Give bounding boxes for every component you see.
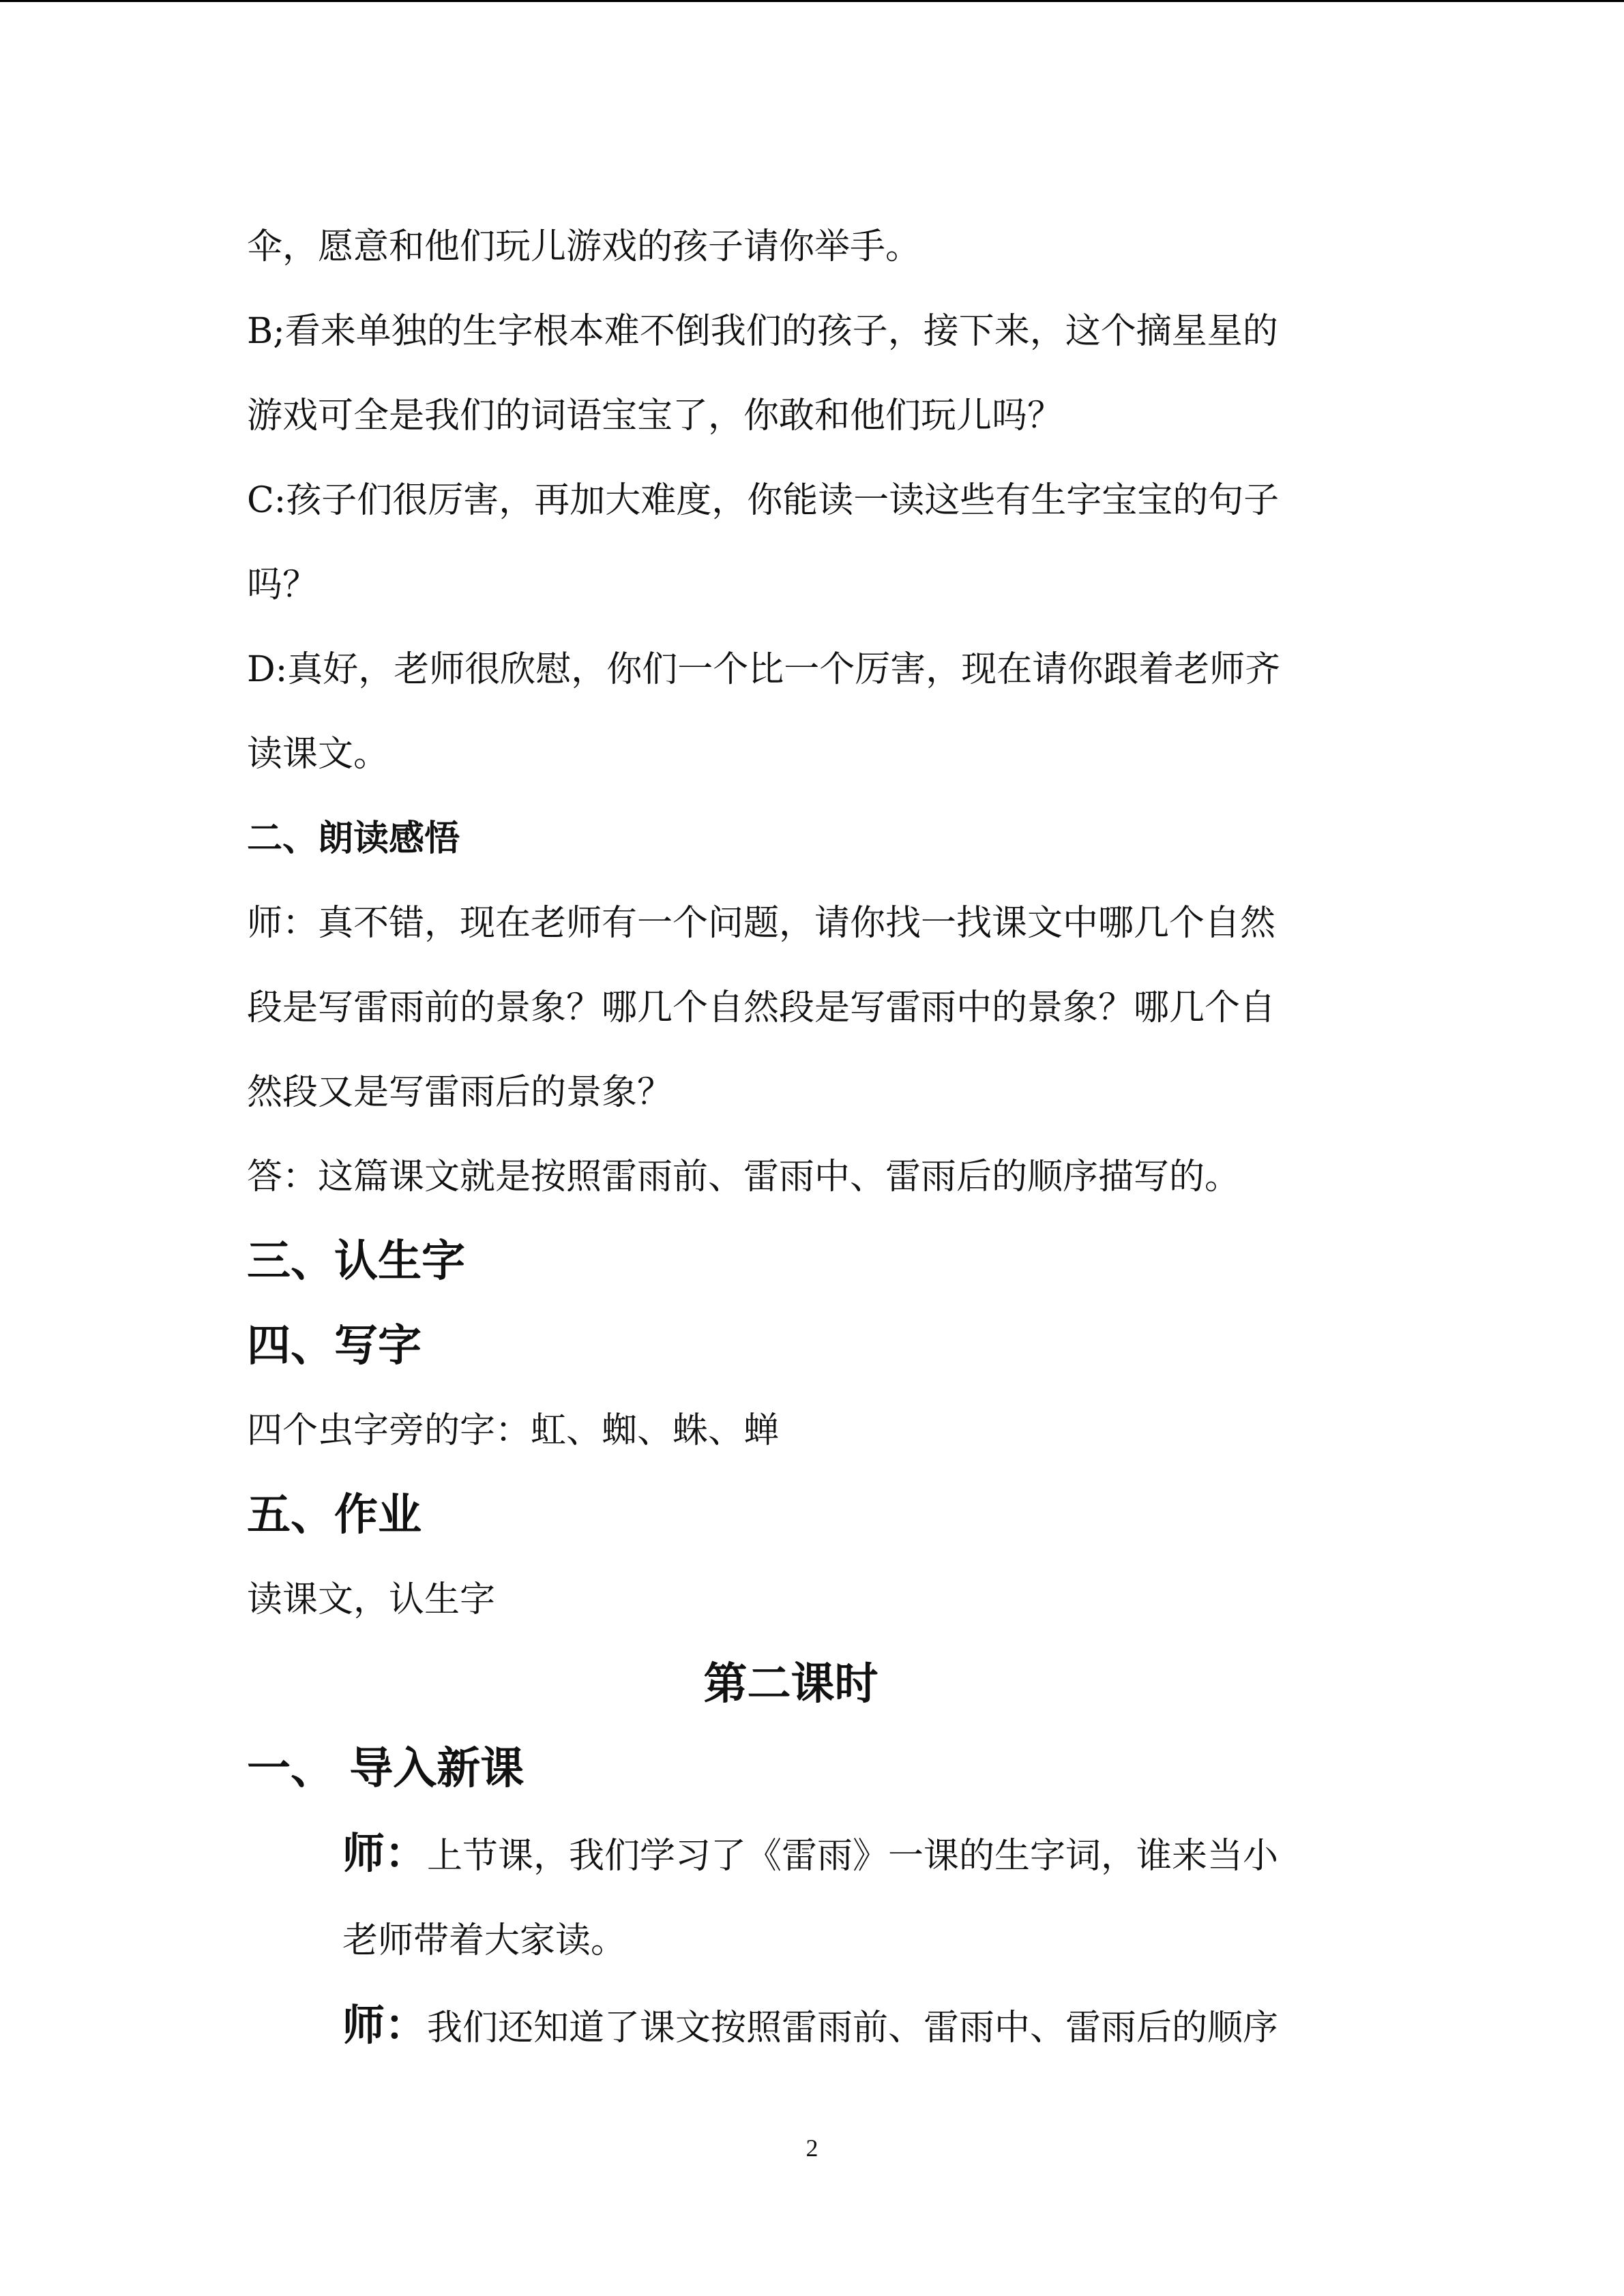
- top-border-line: [0, 0, 1624, 2]
- lesson2-paragraph1-line1: [247, 1811, 1355, 1898]
- teacher-question-line2: 段是写雷雨前的景象？哪几个自然段是写雷雨中的景象？哪几个自: [247, 987, 1276, 1028]
- paragraph-b-line2: 游戏可全是我们的词语宝宝了，你敢和他们玩儿吗？: [247, 396, 1063, 436]
- document-page: [247, 205, 1355, 2070]
- lesson2-section1-heading: 一、 导入新课: [247, 1743, 525, 1794]
- page-number: 2: [806, 2134, 818, 2162]
- answer-line: 答：这篇课文就是按照雷雨前、雷雨中、雷雨后的顺序描写的。: [247, 1157, 1241, 1197]
- teacher-label: 师：: [342, 1828, 428, 1878]
- section4-text: 四个虫字旁的字：虹、蜘、蛛、蝉: [247, 1410, 780, 1451]
- section2-heading: 二、朗读感悟: [247, 818, 460, 859]
- lesson2-title: 第二课时: [703, 1658, 879, 1710]
- paragraph-b-line1: B;看来单独的生字根本难不倒我们的孩子，接下来，这个摘星星的: [247, 311, 1278, 352]
- paragraph-d-line2: 读课文。: [247, 734, 389, 775]
- section3-heading: 三、认生字: [247, 1236, 465, 1287]
- lesson2-paragraph2-line1: [247, 1983, 1355, 2070]
- paragraph-c-line1: C:孩子们很厉害，再加大难度，你能读一读这些有生字宝宝的句子: [247, 480, 1280, 521]
- teacher-label: 师：: [342, 2000, 428, 2050]
- teacher-question-line3: 然段又是写雷雨后的景象？: [247, 1072, 673, 1113]
- intro-line: 伞，愿意和他们玩儿游戏的孩子请你举手。: [247, 226, 921, 267]
- section5-heading: 五、作业: [247, 1489, 422, 1540]
- paragraph-d-line1: D:真好，老师很欣慰，你们一个比一个厉害，现在请你跟着老师齐: [247, 649, 1281, 690]
- section4-heading: 四、写字: [247, 1320, 422, 1371]
- lesson2-paragraph2-text: 我们还知道了课文按照雷雨前、雷雨中、雷雨后的顺序: [427, 2008, 1279, 2048]
- section5-text: 读课文，认生字: [247, 1579, 496, 1620]
- paragraph-c-line2: 吗？: [247, 565, 319, 606]
- lesson2-paragraph1-text: 上节课，我们学习了《雷雨》一课的生字词，谁来当小: [427, 1836, 1279, 1877]
- teacher-question-line1: 师：真不错，现在老师有一个问题，请你找一找课文中哪几个自然: [247, 903, 1276, 944]
- lesson2-paragraph1-line2: 老师带着大家读。: [342, 1920, 627, 1961]
